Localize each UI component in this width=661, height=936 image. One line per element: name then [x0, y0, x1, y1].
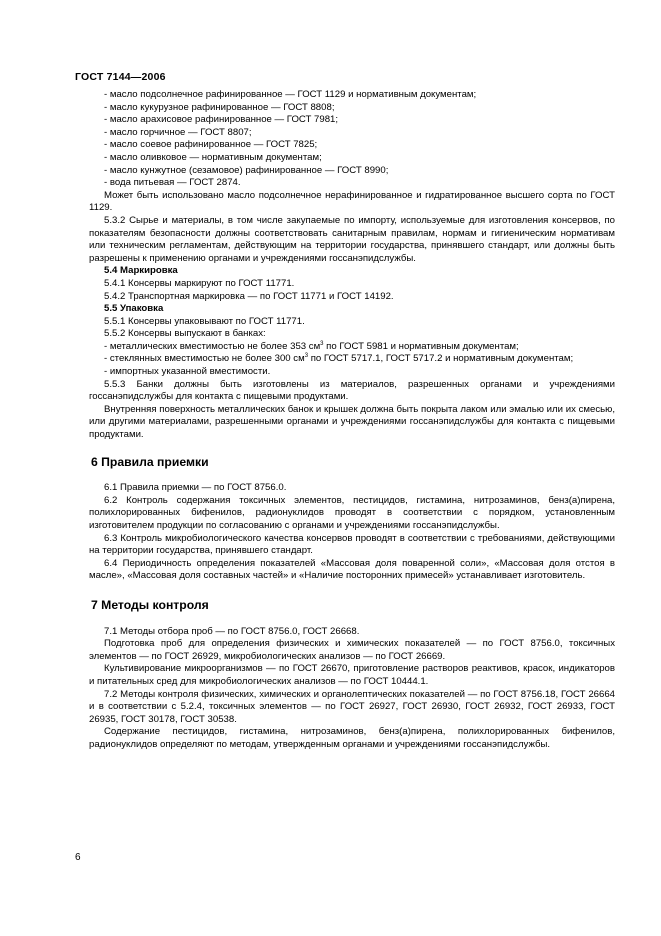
section-title-6: 6 Правила приемки: [91, 454, 209, 469]
paragraph-inner-surface: Внутренняя поверхность металлических банок и крышек должна быть покрыта лаком или эмалью или их смесью, или другими материалами, разрешенными органами и учреждениями госсанэпидслужбы для контакта с пищевыми продуктами.: [89, 403, 615, 441]
metal-cans-text: - металлических вместимостью не более 353 см: [104, 340, 321, 352]
glass-cans-text: - стеклянных вместимостью не более 300 см: [104, 353, 305, 365]
paragraph-7-2-content: Содержание пестицидов, гистамина, нитрозаминов, бенз(а)пирена, полихлорированных бифенилов, радионуклидов определяют по методам, утвержденным органами и учреждениями госсанэпидслужбы.: [89, 726, 615, 750]
clause-5-5-2: 5.5.2 Консервы выпускают в банках:: [104, 328, 266, 340]
list-item: - масло горчичное — ГОСТ 8807;: [104, 126, 252, 138]
paragraph-6-4: 6.4 Периодичность определения показателей «Массовая доля поваренной соли», «Массовая доля отстоя в масле», «Массовая доля составных частей» и «Наличие посторонних примесей» устанавливает изготовитель.: [89, 557, 615, 582]
list-item: - масло оливковое — нормативным документам;: [104, 151, 322, 163]
subsection-title-5-5: 5.5 Упаковка: [104, 303, 164, 315]
paragraph-5-3-2: 5.3.2 Сырье и материалы, в том числе закупаемые по импорту, используемые для изготовления консервов, по показателям безопасности должны соответствовать санитарным правилам, нормам и гигиеническим нормативам или техническим регламентам, действующим на территории государства, принявшего стандарт, или должны быть разрешены к применению органами и учреждениями госсанэпидслужбы.: [89, 214, 615, 264]
paragraph-7-1: 7.1 Методы отбора проб — по ГОСТ 8756.0, ГОСТ 26668.: [104, 625, 360, 637]
paragraph-5-5-3: 5.5.3 Банки должны быть изготовлены из материалов, разрешенных органами и учреждениями госсанэпидслужбы для контакта с пищевыми продуктами.: [89, 378, 615, 403]
list-item-metal-cans: [89, 341, 615, 354]
paragraph-6-1: 6.1 Правила приемки — по ГОСТ 8756.0.: [104, 482, 287, 494]
list-item: - масло подсолнечное рафинированное — ГОСТ 1129 и нормативным документам;: [104, 89, 477, 100]
paragraph-6-2: 6.2 Контроль содержания токсичных элементов, пестицидов, гистамина, нитрозаминов, бенз(а)пирена, полихлорированных бифенилов, радионуклидов проводят в соответствии с порядком, установленным изготовителем продукции по согласованию с органами и учреждениями госсанэпидслужбы.: [89, 494, 615, 531]
list-item: - масло соевое рафинированное — ГОСТ 7825;: [104, 139, 318, 151]
list-item: - масло кукурузное рафинированное — ГОСТ 8808;: [104, 101, 335, 113]
list-item: - масло кунжутное (сезамовое) рафинированное — ГОСТ 8990;: [104, 164, 389, 176]
superscript-cubic: 3: [304, 353, 309, 360]
list-item: - вода питьевая — ГОСТ 2874.: [104, 177, 241, 189]
paragraph-7-1-prep: Подготовка проб для определения физических и химических показателей — по ГОСТ 8756.0, токсичных элементов — по ГОСТ 26929, микробиологических анализов — по ГОСТ 26669.: [89, 638, 615, 662]
superscript-cubic: 3: [320, 340, 324, 347]
list-item-imported-cans: - импортных указанной вместимости.: [104, 366, 271, 378]
clause-5-5-1: 5.5.1 Консервы упаковывают по ГОСТ 11771.: [104, 315, 305, 327]
list-item: - масло арахисовое рафинированное — ГОСТ 7981;: [104, 114, 339, 126]
document-body: [89, 89, 615, 752]
document-header: ГОСТ 7144—2006: [75, 71, 166, 83]
page-number: 6: [75, 852, 81, 863]
list-item-glass-cans: [89, 353, 615, 366]
glass-cans-text-end: по ГОСТ 5717.1, ГОСТ 5717.2 и нормативным документам;: [308, 353, 574, 365]
clause-5-4-1: 5.4.1 Консервы маркируют по ГОСТ 11771.: [104, 277, 295, 289]
paragraph-7-1-culture: Культивирование микроорганизмов — по ГОСТ 26670, приготовление растворов реактивов, красок, индикаторов и питательных сред для микробиологических анализов — по ГОСТ 10444.1.: [89, 663, 615, 687]
section-title-7: 7 Методы контроля: [91, 597, 209, 612]
paragraph-oil-note: Может быть использовано масло подсолнечное нерафинированное и гидратированное высшего сорта по ГОСТ 1129.: [89, 189, 615, 214]
paragraph-6-3: 6.3 Контроль микробиологического качества консервов проводят в соответствии с требованиями, действующими на территории государства, принявшего стандарт.: [89, 532, 615, 557]
metal-cans-text-end: по ГОСТ 5981 и нормативным документам;: [323, 340, 519, 352]
paragraph-7-2: 7.2 Методы контроля физических, химических и органолептических показателей — по ГОСТ 8756.18, ГОСТ 26664 и в соответствии с 5.2.4, токсичных элементов — по ГОСТ 26927, ГОСТ 26930, ГОСТ 26932, ГОСТ 26933, ГОСТ 26935, ГОСТ 30178, ГОСТ 30538.: [89, 688, 615, 725]
subsection-title-5-4: 5.4 Маркировка: [104, 265, 178, 277]
clause-5-4-2: 5.4.2 Транспортная маркировка — по ГОСТ 11771 и ГОСТ 14192.: [104, 290, 394, 302]
